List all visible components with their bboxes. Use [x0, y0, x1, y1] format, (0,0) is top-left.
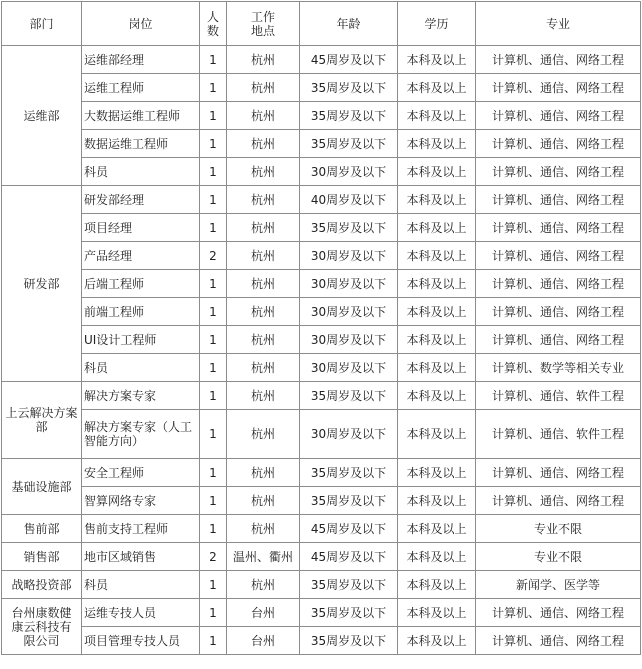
department-cell: 售前部 [2, 515, 82, 543]
location-cell: 台州 [227, 599, 300, 627]
education-cell: 本科及以上 [398, 571, 476, 599]
age-cell: 45周岁及以下 [300, 46, 398, 74]
education-cell: 本科及以上 [398, 298, 476, 326]
age-cell: 45周岁及以下 [300, 543, 398, 571]
count-cell: 1 [200, 326, 227, 354]
position-cell: 数据运维工程师 [82, 130, 200, 158]
table-row [2, 326, 641, 354]
header-position: 岗位 [82, 2, 200, 46]
education-cell: 本科及以上 [398, 270, 476, 298]
location-cell: 杭州 [227, 459, 300, 487]
major-cell: 计算机、通信、网络工程 [476, 599, 641, 627]
position-cell: 安全工程师 [82, 459, 200, 487]
position-cell: 项目经理 [82, 214, 200, 242]
age-cell: 40周岁及以下 [300, 186, 398, 214]
age-cell: 35周岁及以下 [300, 74, 398, 102]
major-cell: 计算机、通信、网络工程 [476, 102, 641, 130]
major-cell: 计算机、通信、网络工程 [476, 130, 641, 158]
table-row [2, 186, 641, 214]
age-cell: 30周岁及以下 [300, 158, 398, 186]
table-row [2, 270, 641, 298]
major-cell: 计算机、通信、网络工程 [476, 270, 641, 298]
age-cell: 35周岁及以下 [300, 571, 398, 599]
position-cell: 前端工程师 [82, 298, 200, 326]
count-cell: 1 [200, 627, 227, 655]
education-cell: 本科及以上 [398, 487, 476, 515]
education-cell: 本科及以上 [398, 74, 476, 102]
count-cell: 2 [200, 543, 227, 571]
count-cell: 1 [200, 158, 227, 186]
age-cell: 30周岁及以下 [300, 326, 398, 354]
location-cell: 杭州 [227, 186, 300, 214]
count-cell: 1 [200, 46, 227, 74]
location-cell: 杭州 [227, 130, 300, 158]
count-cell: 1 [200, 571, 227, 599]
department-cell: 上云解决方案部 [2, 382, 82, 459]
position-cell: 地市区域销售 [82, 543, 200, 571]
education-cell: 本科及以上 [398, 354, 476, 382]
table-row [2, 382, 641, 410]
age-cell: 35周岁及以下 [300, 487, 398, 515]
count-cell: 1 [200, 74, 227, 102]
position-cell: 运维专技人员 [82, 599, 200, 627]
education-cell: 本科及以上 [398, 46, 476, 74]
age-cell: 35周岁及以下 [300, 627, 398, 655]
position-cell: 智算网络专家 [82, 487, 200, 515]
header-major: 专业 [476, 2, 641, 46]
count-cell: 1 [200, 487, 227, 515]
department-cell: 销售部 [2, 543, 82, 571]
age-cell: 30周岁及以下 [300, 410, 398, 459]
education-cell: 本科及以上 [398, 515, 476, 543]
position-cell: 项目管理专技人员 [82, 627, 200, 655]
table-row [2, 242, 641, 270]
position-cell: 解决方案专家 [82, 382, 200, 410]
location-cell: 杭州 [227, 46, 300, 74]
education-cell: 本科及以上 [398, 543, 476, 571]
position-cell: 产品经理 [82, 242, 200, 270]
department-cell: 运维部 [2, 46, 82, 186]
age-cell: 45周岁及以下 [300, 515, 398, 543]
position-cell: 运维部经理 [82, 46, 200, 74]
table-row [2, 214, 641, 242]
table-row [2, 571, 641, 599]
major-cell: 计算机、通信、网络工程 [476, 326, 641, 354]
major-cell: 计算机、通信、网络工程 [476, 214, 641, 242]
education-cell: 本科及以上 [398, 186, 476, 214]
major-cell: 计算机、通信、网络工程 [476, 459, 641, 487]
position-cell: 解决方案专家（人工智能方向） [82, 410, 200, 459]
table-row [2, 158, 641, 186]
location-cell: 杭州 [227, 326, 300, 354]
location-cell: 温州、衢州 [227, 543, 300, 571]
location-cell: 杭州 [227, 102, 300, 130]
age-cell: 30周岁及以下 [300, 270, 398, 298]
age-cell: 35周岁及以下 [300, 382, 398, 410]
position-cell: 后端工程师 [82, 270, 200, 298]
major-cell: 新闻学、医学等 [476, 571, 641, 599]
major-cell: 计算机、通信、网络工程 [476, 627, 641, 655]
recruitment-table [1, 1, 641, 655]
location-cell: 杭州 [227, 410, 300, 459]
position-cell: 研发部经理 [82, 186, 200, 214]
location-cell: 杭州 [227, 571, 300, 599]
table-row [2, 459, 641, 487]
position-cell: 科员 [82, 354, 200, 382]
count-cell: 1 [200, 354, 227, 382]
location-cell: 杭州 [227, 158, 300, 186]
table-header-row [2, 2, 641, 46]
table-row [2, 543, 641, 571]
position-cell: 科员 [82, 158, 200, 186]
major-cell: 计算机、通信、网络工程 [476, 487, 641, 515]
location-cell: 杭州 [227, 214, 300, 242]
major-cell: 计算机、通信、网络工程 [476, 74, 641, 102]
department-cell: 台州康数健康云科技有限公司 [2, 599, 82, 655]
count-cell: 1 [200, 102, 227, 130]
location-cell: 杭州 [227, 354, 300, 382]
count-cell: 1 [200, 298, 227, 326]
location-cell: 杭州 [227, 242, 300, 270]
major-cell: 专业不限 [476, 515, 641, 543]
header-location: 工作地点 [227, 2, 300, 46]
count-cell: 1 [200, 515, 227, 543]
education-cell: 本科及以上 [398, 214, 476, 242]
major-cell: 计算机、通信、网络工程 [476, 158, 641, 186]
table-row [2, 599, 641, 627]
major-cell: 计算机、通信、网络工程 [476, 298, 641, 326]
education-cell: 本科及以上 [398, 459, 476, 487]
major-cell: 计算机、通信、软件工程 [476, 410, 641, 459]
header-education: 学历 [398, 2, 476, 46]
age-cell: 35周岁及以下 [300, 599, 398, 627]
table-row [2, 102, 641, 130]
major-cell: 计算机、通信、软件工程 [476, 382, 641, 410]
table-row [2, 46, 641, 74]
location-cell: 杭州 [227, 382, 300, 410]
education-cell: 本科及以上 [398, 158, 476, 186]
position-cell: 大数据运维工程师 [82, 102, 200, 130]
count-cell: 1 [200, 459, 227, 487]
table-row [2, 627, 641, 655]
location-cell: 台州 [227, 627, 300, 655]
major-cell: 计算机、数学等相关专业 [476, 354, 641, 382]
education-cell: 本科及以上 [398, 326, 476, 354]
table-row [2, 130, 641, 158]
header-count: 人数 [200, 2, 227, 46]
department-cell: 战略投资部 [2, 571, 82, 599]
table-body [2, 46, 641, 655]
count-cell: 1 [200, 599, 227, 627]
count-cell: 1 [200, 410, 227, 459]
location-cell: 杭州 [227, 487, 300, 515]
location-cell: 杭州 [227, 298, 300, 326]
table-row [2, 487, 641, 515]
major-cell: 计算机、通信、网络工程 [476, 186, 641, 214]
education-cell: 本科及以上 [398, 599, 476, 627]
education-cell: 本科及以上 [398, 102, 476, 130]
age-cell: 35周岁及以下 [300, 459, 398, 487]
position-cell: UI设计工程师 [82, 326, 200, 354]
location-cell: 杭州 [227, 270, 300, 298]
age-cell: 35周岁及以下 [300, 214, 398, 242]
major-cell: 专业不限 [476, 543, 641, 571]
count-cell: 1 [200, 186, 227, 214]
table-row [2, 298, 641, 326]
table-row [2, 410, 641, 459]
department-cell: 基础设施部 [2, 459, 82, 515]
location-cell: 杭州 [227, 74, 300, 102]
location-cell: 杭州 [227, 515, 300, 543]
count-cell: 1 [200, 214, 227, 242]
header-department: 部门 [2, 2, 82, 46]
count-cell: 1 [200, 382, 227, 410]
age-cell: 30周岁及以下 [300, 354, 398, 382]
major-cell: 计算机、通信、网络工程 [476, 242, 641, 270]
education-cell: 本科及以上 [398, 382, 476, 410]
position-cell: 售前支持工程师 [82, 515, 200, 543]
major-cell: 计算机、通信、网络工程 [476, 46, 641, 74]
table-row [2, 515, 641, 543]
department-cell: 研发部 [2, 186, 82, 382]
age-cell: 30周岁及以下 [300, 242, 398, 270]
education-cell: 本科及以上 [398, 410, 476, 459]
count-cell: 1 [200, 270, 227, 298]
count-cell: 2 [200, 242, 227, 270]
table-row [2, 354, 641, 382]
header-age: 年龄 [300, 2, 398, 46]
position-cell: 科员 [82, 571, 200, 599]
education-cell: 本科及以上 [398, 242, 476, 270]
age-cell: 35周岁及以下 [300, 102, 398, 130]
education-cell: 本科及以上 [398, 130, 476, 158]
position-cell: 运维工程师 [82, 74, 200, 102]
table-row [2, 74, 641, 102]
age-cell: 35周岁及以下 [300, 130, 398, 158]
age-cell: 30周岁及以下 [300, 298, 398, 326]
count-cell: 1 [200, 130, 227, 158]
education-cell: 本科及以上 [398, 627, 476, 655]
